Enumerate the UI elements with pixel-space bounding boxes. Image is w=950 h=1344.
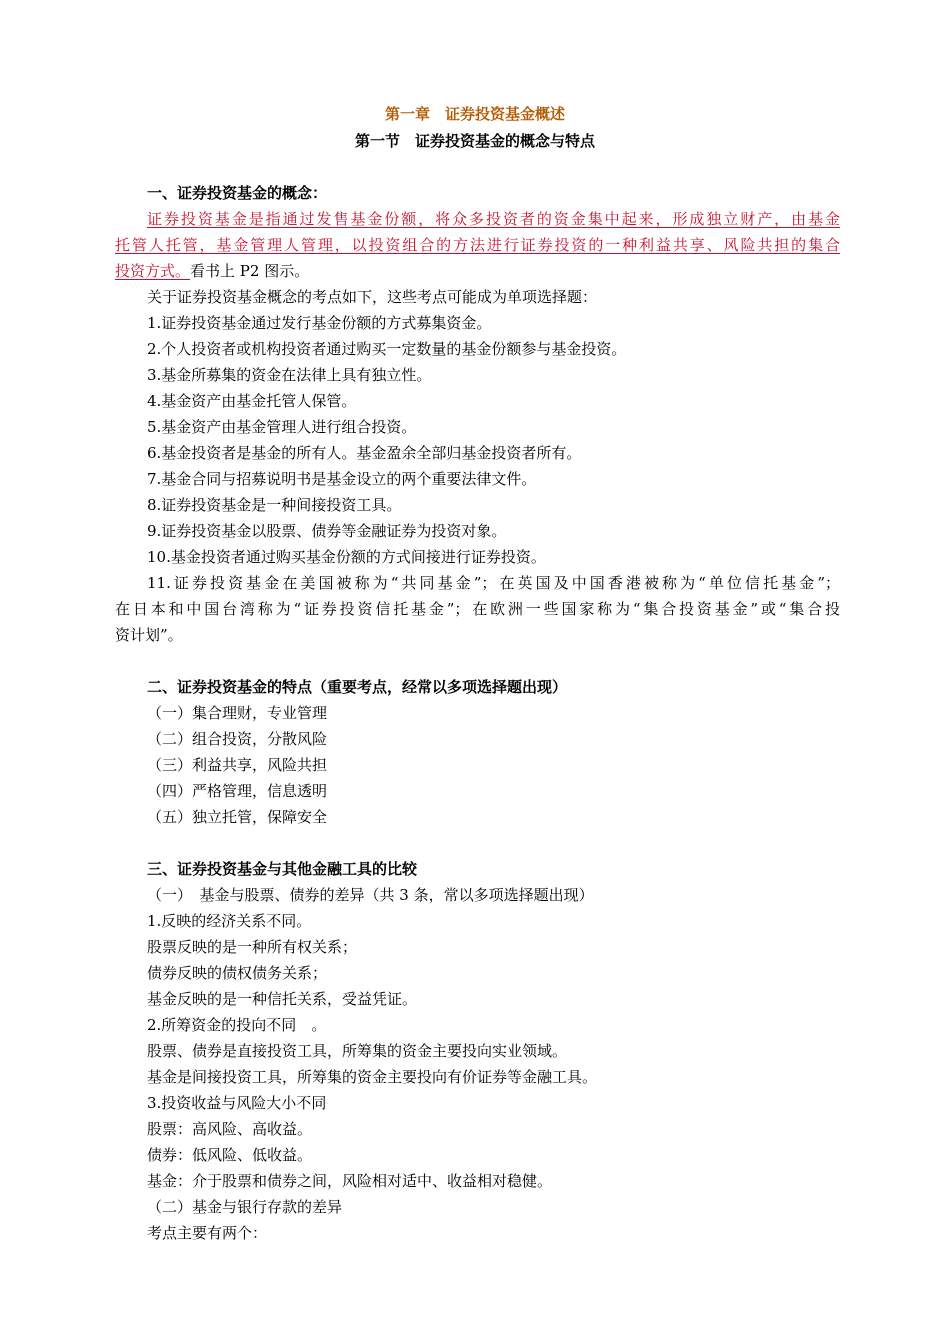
point-item-11-line-3: 资计划”。 [115,626,183,644]
point-item-11-line-1: 11.证券投资基金在美国被称为“共同基金”；在英国及中国香港被称为“单位信托基金”； [147,574,840,592]
comparison-line: 3.投资收益与风险大小不同 [147,1094,327,1112]
point-item: 4.基金资产由基金托管人保管。 [147,392,357,410]
comparison-line: 基金是间接投资工具，所筹集的资金主要投向有价证券等金融工具。 [147,1068,598,1086]
point-item: 9.证券投资基金以股票、债券等金融证券为投资对象。 [147,522,507,540]
definition-text: 证券投资基金是指通过发售基金份额，将众多投资者的资金集中起来，形成独立财产，由基金 [147,210,840,228]
point-item: 8.证券投资基金是一种间接投资工具。 [147,496,402,514]
definition-line-3 [115,258,840,284]
comparison-line: 基金：介于股票和债券之间，风险相对适中、收益相对稳健。 [147,1172,553,1190]
point-item-11-line-2: 在日本和中国台湾称为“证券投资信托基金”；在欧洲一些国家称为“集合投资基金”或“集合投 [115,600,840,618]
feature-item: （二）组合投资，分散风险 [147,730,328,748]
heading-part3: 三、证券投资基金与其他金融工具的比较 [147,860,418,878]
definition-text: 投资方式。 [115,262,191,280]
comparison-line: 债券：低风险、低收益。 [147,1146,313,1164]
bank-deposit-intro: 考点主要有两个： [147,1224,268,1242]
point-item: 3.基金所募集的资金在法律上具有独立性。 [147,366,432,384]
subheading-bank-deposit: （二）基金与银行存款的差异 [147,1198,343,1216]
heading-part1: 一、证券投资基金的概念： [147,184,328,202]
comparison-line: 2.所筹资金的投向不同 。 [147,1016,327,1034]
comparison-line: 1.反映的经济关系不同。 [147,912,312,930]
point-item: 1.证券投资基金通过发行基金份额的方式募集资金。 [147,314,492,332]
feature-item: （三）利益共享，风险共担 [147,756,328,774]
section-title: 第一节 证券投资基金的概念与特点 [354,132,595,150]
comparison-line: 债券反映的债权债务关系； [147,964,328,982]
point-item: 7.基金合同与招募说明书是基金设立的两个重要法律文件。 [147,470,537,488]
definition-line-1 [147,206,840,232]
chapter-title: 第一章 证券投资基金概述 [384,105,565,123]
point-item: 5.基金资产由基金管理人进行组合投资。 [147,418,417,436]
point-item: 6.基金投资者是基金的所有人。基金盈余全部归基金投资者所有。 [147,444,582,462]
figure-reference: 看书上 P2 图示。 [190,262,310,280]
point-item: 2.个人投资者或机构投资者通过购买一定数量的基金份额参与基金投资。 [147,340,627,358]
point-item: 10.基金投资者通过购买基金份额的方式间接进行证券投资。 [147,548,546,566]
definition-line-2 [115,232,840,258]
subheading-stock-bond: （一） 基金与股票、债券的差异（共 3 条，常以多项选择题出现） [147,886,594,904]
comparison-line: 股票、债券是直接投资工具，所筹集的资金主要投向实业领域。 [147,1042,568,1060]
definition-text: 托管人托管，基金管理人管理，以投资组合的方法进行证券投资的一种利益共享、风险共担的集合 [115,236,840,254]
feature-item: （四）严格管理，信息透明 [147,782,328,800]
feature-item: （五）独立托管，保障安全 [147,808,328,826]
points-intro: 关于证券投资基金概念的考点如下，这些考点可能成为单项选择题： [147,288,598,306]
feature-item: （一）集合理财，专业管理 [147,704,328,722]
comparison-line: 股票反映的是一种所有权关系； [147,938,358,956]
comparison-line: 基金反映的是一种信托关系，受益凭证。 [147,990,418,1008]
comparison-line: 股票：高风险、高收益。 [147,1120,313,1138]
heading-part2: 二、证券投资基金的特点（重要考点，经常以多项选择题出现） [147,678,568,696]
